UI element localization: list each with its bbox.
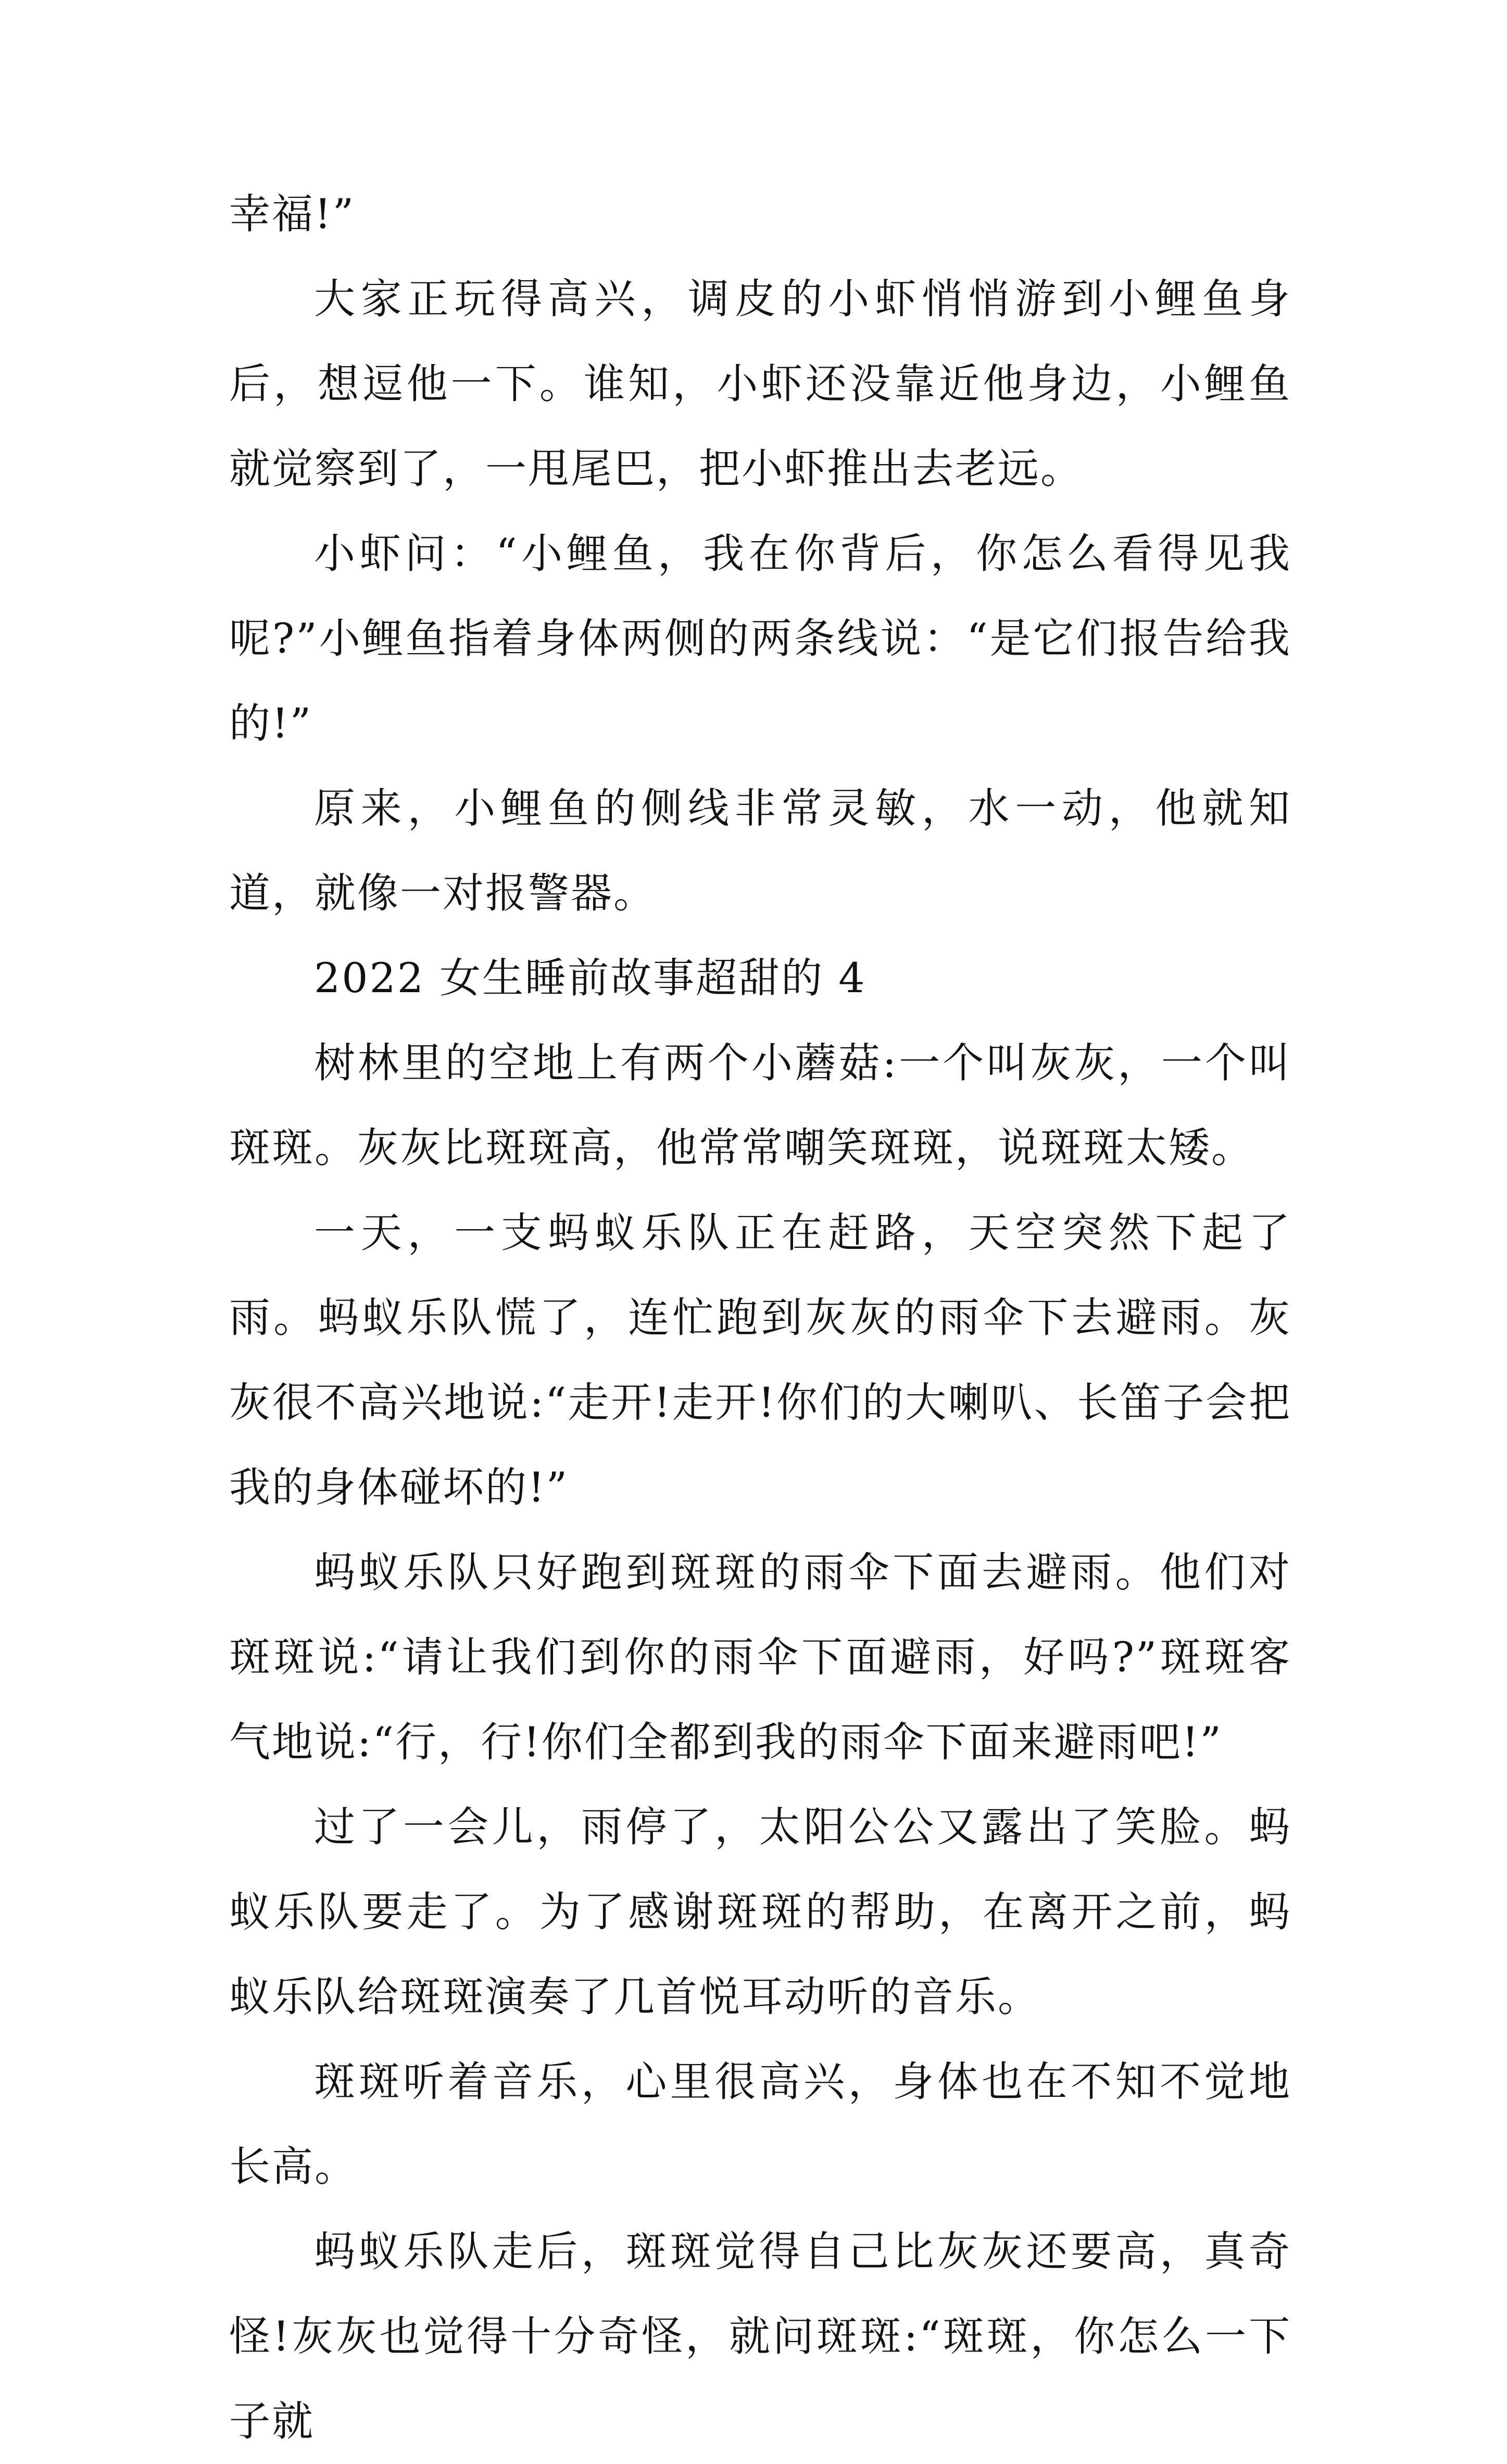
section-heading: 2022 女生睡前故事超甜的 4 [314,954,866,1002]
paragraph-10: 蚂蚁乐队走后，斑斑觉得自己比灰灰还要高，真奇怪!灰灰也觉得十分奇怪，就问斑斑:“斑斑，你怎么一下子就 [229,2228,1291,2445]
paragraph-1: 幸福!” [229,190,356,238]
paragraph-8: 过了一会儿，雨停了，太阳公公又露出了笑脸。蚂蚁乐队要走了。为了感谢斑斑的帮助，在离开之前，蚂蚁乐队给斑斑演奏了几首悦耳动听的音乐。 [229,1803,1291,2021]
paragraph-9: 斑斑听着音乐，心里很高兴，身体也在不知不觉地长高。 [229,2058,1291,2191]
paragraph-2: 大家正玩得高兴，调皮的小虾悄悄游到小鲤鱼身后，想逗他一下。谁知，小虾还没靠近他身边，小鲤鱼就觉察到了，一甩尾巴，把小虾推出去老远。 [229,275,1291,493]
paragraph-5: 树林里的空地上有两个小蘑菇:一个叫灰灰，一个叫斑斑。灰灰比斑斑高，他常常嘲笑斑斑，说斑斑太矮。 [229,1039,1291,1172]
paragraph-6: 一天，一支蚂蚁乐队正在赶路，天空突然下起了雨。蚂蚁乐队慌了，连忙跑到灰灰的雨伞下去避雨。灰灰很不高兴地说:“走开!走开!你们的大喇叭、长笛子会把我的身体碰坏的!” [229,1209,1291,1511]
paragraph-4: 原来，小鲤鱼的侧线非常灵敏，水一动，他就知道，就像一对报警器。 [229,784,1291,917]
document-body [229,172,1291,2464]
paragraph-7: 蚂蚁乐队只好跑到斑斑的雨伞下面去避雨。他们对斑斑说:“请让我们到你的雨伞下面避雨，好吗?”斑斑客气地说:“行，行!你们全都到我的雨伞下面来避雨吧!” [229,1548,1291,1766]
paragraph-3: 小虾问：“小鲤鱼，我在你背后，你怎么看得见我呢?”小鲤鱼指着身体两侧的两条线说：“是它们报告给我的!” [229,530,1291,747]
